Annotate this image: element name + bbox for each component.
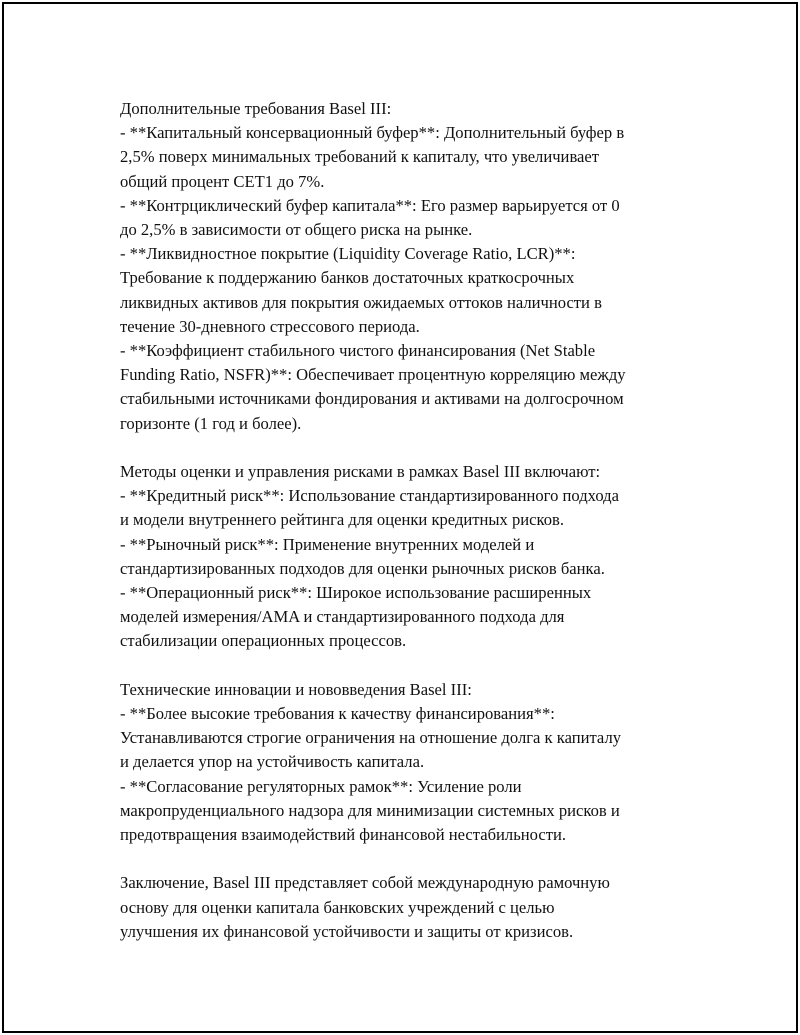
text-line: улучшения их финансовой устойчивости и защиты от кризисов. (120, 921, 574, 941)
text-line: стандартизированных подходов для оценки рыночных рисков банка. (120, 558, 605, 578)
text-line: Заключение, Basel III представляет собой международную рамочную (120, 873, 610, 893)
text-line: - **Операционный риск**: Широкое использование расширенных (120, 583, 592, 603)
text-line: 2,5% поверх минимальных требований к капиталу, что увеличивает (120, 147, 600, 167)
text-line: макропруденциального надзора для минимизации системных рисков и (120, 800, 620, 820)
text-line: - **Кредитный риск**: Использование стандартизированного подхода (120, 486, 619, 506)
text-line: - **Капитальный консервационный буфер**: Дополнительный буфер в (120, 123, 625, 143)
text-line: - **Согласование регуляторных рамок**: Усиление роли (120, 776, 522, 796)
text-line: Требование к поддержанию банков достаточных краткосрочных (120, 268, 575, 288)
text-line: - **Контрциклический буфер капитала**: Его размер варьируется от 0 (120, 195, 620, 215)
text-line: стабилизации операционных процессов. (120, 631, 407, 651)
text-line: - **Коэффициент стабильного чистого финансирования (Net Stable (120, 341, 596, 361)
text-line: - **Рыночный риск**: Применение внутренних моделей и (120, 534, 535, 554)
section-heading: Методы оценки и управления рисками в рамках Basel III включают: (120, 462, 601, 482)
text-line: и модели внутреннего рейтинга для оценки кредитных рисков. (120, 510, 565, 530)
document-body (120, 97, 690, 968)
section-innovations (120, 678, 690, 847)
text-line: основу для оценки капитала банковских учреждений с целью (120, 897, 555, 917)
text-line: Funding Ratio, NSFR)**: Обеспечивает процентную корреляцию между (120, 365, 626, 385)
text-line: и делается упор на устойчивость капитала. (120, 752, 425, 772)
section-heading: Дополнительные требования Basel III: (120, 99, 392, 118)
text-line: моделей измерения/AMA и стандартизированного подхода для (120, 607, 565, 627)
text-line: общий процент CET1 до 7%. (120, 171, 325, 191)
text-line: стабильными источниками фондирования и активами на долгосрочном (120, 389, 624, 409)
text-line: течение 30-дневного стрессового периода. (120, 316, 420, 336)
text-line: ликвидных активов для покрытия ожидаемых оттоков наличности в (120, 292, 602, 312)
text-line: горизонте (1 год и более). (120, 413, 302, 433)
section-risk-methods (120, 460, 690, 654)
document-page (2, 2, 798, 1033)
text-line: предотвращения взаимодействий финансовой нестабильности. (120, 825, 566, 845)
text-line: - **Более высокие требования к качеству финансирования**: (120, 704, 555, 724)
section-heading: Технические инновации и нововведения Basel III: (120, 679, 472, 699)
section-conclusion (120, 871, 690, 944)
text-line: Устанавливаются строгие ограничения на отношение долга к капиталу (120, 728, 622, 748)
text-line: - **Ликвидностное покрытие (Liquidity Coverage Ratio, LCR)**: (120, 244, 576, 264)
section-basel-requirements (120, 97, 690, 436)
text-line: до 2,5% в зависимости от общего риска на рынке. (120, 220, 473, 240)
